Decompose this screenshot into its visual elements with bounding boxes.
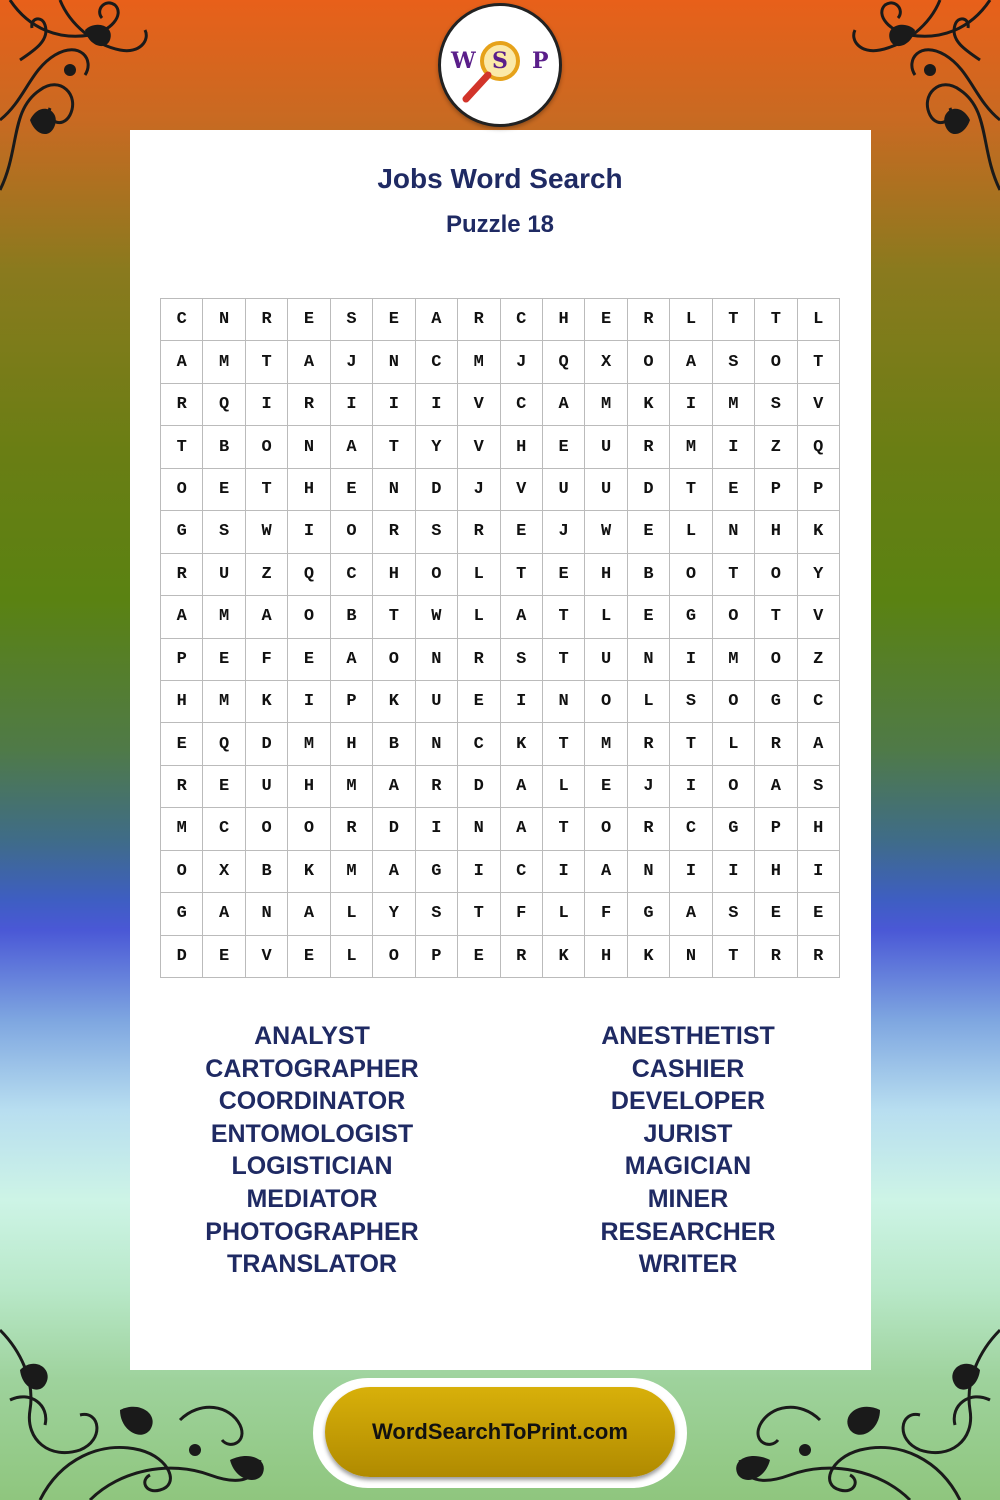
grid-cell[interactable]: N [416,639,458,681]
grid-cell[interactable]: C [670,808,712,850]
grid-cell[interactable]: I [416,384,458,426]
grid-cell[interactable]: T [713,554,755,596]
grid-cell[interactable]: E [458,681,500,723]
grid-cell[interactable]: L [458,596,500,638]
word-list-item: CARTOGRAPHER [205,1054,419,1083]
grid-cell[interactable]: I [670,766,712,808]
grid-cell[interactable]: H [585,554,627,596]
grid-cell[interactable]: G [628,893,670,935]
grid-cell[interactable]: S [416,893,458,935]
grid-cell[interactable]: U [203,554,245,596]
grid-cell[interactable]: Y [373,893,415,935]
grid-cell[interactable]: R [161,384,203,426]
grid-cell[interactable]: E [161,723,203,765]
grid-cell[interactable]: A [161,596,203,638]
grid-cell[interactable]: H [331,723,373,765]
word-list-item: ENTOMOLOGIST [210,1119,414,1148]
grid-cell[interactable]: R [288,384,330,426]
wsp-logo[interactable] [438,3,562,127]
grid-cell[interactable]: Z [798,639,840,681]
grid-cell[interactable]: H [755,511,797,553]
grid-cell[interactable]: L [458,554,500,596]
grid-cell[interactable]: M [203,681,245,723]
grid-cell[interactable]: A [501,808,543,850]
grid-cell[interactable]: E [203,639,245,681]
grid-cell[interactable]: U [543,469,585,511]
grid-cell[interactable]: R [755,723,797,765]
grid-cell[interactable]: I [713,426,755,468]
grid-cell[interactable]: T [373,426,415,468]
word-list-right [508,1020,868,1281]
grid-cell[interactable]: T [543,596,585,638]
grid-cell[interactable]: E [585,766,627,808]
grid-cell[interactable]: O [713,681,755,723]
grid-cell[interactable]: B [373,723,415,765]
grid-cell[interactable]: I [416,808,458,850]
grid-cell[interactable]: H [373,554,415,596]
grid-cell[interactable]: E [203,469,245,511]
grid-cell[interactable]: D [246,723,288,765]
grid-cell[interactable]: K [628,936,670,978]
grid-cell[interactable]: S [670,681,712,723]
word-list-item: MEDIATOR [246,1184,378,1213]
grid-cell[interactable]: P [755,808,797,850]
grid-cell[interactable]: A [501,766,543,808]
grid-cell[interactable]: I [670,639,712,681]
word-list-item: PHOTOGRAPHER [205,1217,419,1246]
word-list-item: COORDINATOR [218,1087,406,1116]
grid-cell[interactable]: A [288,893,330,935]
grid-cell[interactable]: T [755,596,797,638]
grid-cell[interactable]: Q [798,426,840,468]
grid-cell[interactable]: R [628,426,670,468]
grid-cell[interactable]: N [373,469,415,511]
grid-cell[interactable]: A [798,723,840,765]
grid-cell[interactable]: L [628,681,670,723]
grid-cell[interactable]: M [585,723,627,765]
grid-cell[interactable]: E [203,766,245,808]
grid-cell[interactable]: X [203,851,245,893]
grid-cell[interactable]: D [628,469,670,511]
word-list-item: MINER [647,1184,729,1213]
grid-cell[interactable]: P [161,639,203,681]
grid-cell[interactable]: E [458,936,500,978]
grid-cell[interactable]: L [670,299,712,341]
grid-cell[interactable]: S [755,384,797,426]
word-list-item: RESEARCHER [600,1217,776,1246]
grid-cell[interactable]: T [670,723,712,765]
grid-cell[interactable]: N [628,851,670,893]
grid-cell[interactable]: N [628,639,670,681]
grid-cell[interactable]: A [670,341,712,383]
grid-cell[interactable]: M [713,384,755,426]
grid-cell[interactable]: V [458,426,500,468]
grid-cell[interactable]: N [458,808,500,850]
grid-cell[interactable]: T [670,469,712,511]
grid-cell[interactable]: H [585,936,627,978]
grid-cell[interactable]: R [246,299,288,341]
grid-cell[interactable]: G [416,851,458,893]
grid-cell[interactable]: H [161,681,203,723]
grid-cell[interactable]: E [585,299,627,341]
word-list-item: TRANSLATOR [227,1250,397,1279]
grid-cell[interactable]: S [798,766,840,808]
grid-cell[interactable]: V [501,469,543,511]
grid-cell[interactable]: A [288,341,330,383]
grid-cell[interactable]: E [543,426,585,468]
grid-cell[interactable]: B [628,554,670,596]
logo-letter-s: S [492,48,508,74]
grid-cell[interactable]: N [373,341,415,383]
word-list-left [132,1020,492,1281]
grid-cell[interactable]: N [416,723,458,765]
grid-cell[interactable]: W [585,511,627,553]
grid-cell[interactable]: N [288,426,330,468]
grid-cell[interactable]: H [543,299,585,341]
grid-cell[interactable]: Q [288,554,330,596]
grid-cell[interactable]: V [458,384,500,426]
word-list-item: ANALYST [254,1022,370,1050]
grid-cell[interactable]: Y [798,554,840,596]
grid-cell[interactable]: M [458,341,500,383]
grid-cell[interactable]: T [543,639,585,681]
word-list-item: ANESTHETIST [601,1022,775,1050]
grid-cell[interactable]: P [416,936,458,978]
grid-cell[interactable]: U [585,639,627,681]
grid-cell[interactable]: K [373,681,415,723]
grid-cell[interactable]: J [628,766,670,808]
grid-cell[interactable]: S [331,299,373,341]
grid-cell[interactable]: C [798,681,840,723]
grid-cell[interactable]: L [670,511,712,553]
grid-cell[interactable]: T [161,426,203,468]
grid-cell[interactable]: M [203,341,245,383]
grid-cell[interactable]: R [161,554,203,596]
grid-cell[interactable]: C [458,723,500,765]
grid-cell[interactable]: O [246,808,288,850]
grid-cell[interactable]: I [288,681,330,723]
grid-cell[interactable]: I [670,851,712,893]
grid-cell[interactable]: G [755,681,797,723]
grid-cell[interactable]: G [670,596,712,638]
grid-cell[interactable]: S [713,341,755,383]
grid-cell[interactable]: H [798,808,840,850]
grid-cell[interactable]: L [798,299,840,341]
grid-cell[interactable]: T [713,936,755,978]
grid-cell[interactable]: T [798,341,840,383]
grid-cell[interactable]: E [628,596,670,638]
grid-cell[interactable]: A [501,596,543,638]
grid-cell[interactable]: D [373,808,415,850]
grid-cell[interactable]: J [458,469,500,511]
grid-cell[interactable]: O [288,596,330,638]
grid-cell[interactable]: W [416,596,458,638]
grid-cell[interactable]: A [161,341,203,383]
grid-cell[interactable]: A [755,766,797,808]
grid-cell[interactable]: T [501,554,543,596]
letter-grid [160,298,840,978]
word-list-item: CASHIER [631,1054,745,1083]
grid-cell[interactable]: E [755,893,797,935]
grid-cell[interactable]: U [246,766,288,808]
grid-cell[interactable]: M [585,384,627,426]
grid-cell[interactable]: L [713,723,755,765]
grid-cell[interactable]: C [501,851,543,893]
grid-cell[interactable]: G [161,511,203,553]
grid-cell[interactable]: K [246,681,288,723]
grid-cell[interactable]: O [628,341,670,383]
grid-cell[interactable]: O [246,426,288,468]
grid-cell[interactable]: E [628,511,670,553]
grid-cell[interactable]: Z [755,426,797,468]
grid-cell[interactable]: T [713,299,755,341]
grid-cell[interactable]: L [331,893,373,935]
corner-flourish-bottom-left [0,1310,320,1500]
grid-cell[interactable]: T [755,299,797,341]
grid-cell[interactable]: H [755,851,797,893]
grid-cell[interactable]: E [373,299,415,341]
grid-cell[interactable]: M [161,808,203,850]
word-list-item: LOGISTICIAN [231,1152,393,1181]
grid-cell[interactable]: L [543,766,585,808]
grid-cell[interactable]: O [288,808,330,850]
grid-cell[interactable]: M [670,426,712,468]
grid-cell[interactable]: E [501,511,543,553]
grid-cell[interactable]: A [373,766,415,808]
grid-cell[interactable]: Q [203,723,245,765]
grid-cell[interactable]: O [713,596,755,638]
grid-cell[interactable]: A [543,384,585,426]
word-list-item: WRITER [638,1250,738,1279]
grid-cell[interactable]: Q [203,384,245,426]
grid-cell[interactable]: O [416,554,458,596]
grid-cell[interactable]: R [331,808,373,850]
grid-cell[interactable]: I [331,384,373,426]
grid-cell[interactable]: Z [246,554,288,596]
grid-cell[interactable]: E [331,469,373,511]
grid-cell[interactable]: L [585,596,627,638]
grid-cell[interactable]: R [755,936,797,978]
grid-cell[interactable]: N [543,681,585,723]
grid-cell[interactable]: O [670,554,712,596]
grid-cell[interactable]: J [501,341,543,383]
grid-cell[interactable]: D [161,936,203,978]
logo-letter-w: W [451,48,476,74]
word-list-item: JURIST [643,1119,733,1148]
grid-cell[interactable]: G [713,808,755,850]
grid-cell[interactable]: U [585,426,627,468]
grid-cell[interactable]: J [543,511,585,553]
grid-cell[interactable]: I [501,681,543,723]
grid-cell[interactable]: R [628,299,670,341]
grid-cell[interactable]: B [203,426,245,468]
grid-cell[interactable]: C [203,808,245,850]
grid-cell[interactable]: C [161,299,203,341]
grid-cell[interactable]: O [585,808,627,850]
grid-cell[interactable]: V [798,384,840,426]
grid-cell[interactable]: M [288,723,330,765]
grid-cell[interactable]: D [416,469,458,511]
grid-cell[interactable]: M [713,639,755,681]
grid-cell[interactable]: P [798,469,840,511]
grid-cell[interactable]: C [501,299,543,341]
grid-cell[interactable]: O [585,681,627,723]
grid-cell[interactable]: T [543,808,585,850]
grid-cell[interactable]: T [458,893,500,935]
grid-cell[interactable]: E [798,893,840,935]
grid-cell[interactable]: I [543,851,585,893]
grid-cell[interactable]: E [203,936,245,978]
grid-cell[interactable]: K [543,936,585,978]
grid-cell[interactable]: O [373,936,415,978]
grid-cell[interactable]: E [288,639,330,681]
grid-cell[interactable]: K [628,384,670,426]
grid-cell[interactable]: O [373,639,415,681]
grid-cell[interactable]: A [416,299,458,341]
grid-cell[interactable]: J [331,341,373,383]
puzzle-title: Jobs Word Search [377,163,623,194]
grid-cell[interactable]: I [670,384,712,426]
grid-cell[interactable]: A [331,426,373,468]
grid-cell[interactable]: B [331,596,373,638]
grid-cell[interactable]: A [670,893,712,935]
grid-cell[interactable]: E [543,554,585,596]
puzzle-subtitle: Puzzle 18 [445,211,555,238]
grid-cell[interactable]: S [713,893,755,935]
grid-cell[interactable]: O [161,851,203,893]
grid-cell[interactable]: A [203,893,245,935]
grid-cell[interactable]: S [416,511,458,553]
word-list-item: MAGICIAN [624,1152,752,1181]
grid-cell[interactable]: R [416,766,458,808]
grid-cell[interactable]: O [755,341,797,383]
grid-cell[interactable]: O [331,511,373,553]
grid-cell[interactable]: V [798,596,840,638]
grid-cell[interactable]: D [458,766,500,808]
grid-cell[interactable]: E [713,469,755,511]
grid-cell[interactable]: R [373,511,415,553]
grid-cell[interactable]: T [246,341,288,383]
grid-cell[interactable]: P [755,469,797,511]
grid-cell[interactable]: S [203,511,245,553]
grid-cell[interactable]: L [543,893,585,935]
grid-cell[interactable]: A [331,639,373,681]
grid-cell[interactable]: T [543,723,585,765]
grid-cell[interactable]: I [458,851,500,893]
grid-cell[interactable]: G [161,893,203,935]
grid-cell[interactable]: N [203,299,245,341]
grid-cell[interactable]: K [288,851,330,893]
grid-cell[interactable]: K [798,511,840,553]
grid-cell[interactable]: H [288,766,330,808]
grid-cell[interactable]: R [798,936,840,978]
grid-cell[interactable]: I [713,851,755,893]
grid-cell[interactable]: I [288,511,330,553]
grid-cell[interactable]: M [203,596,245,638]
grid-cell[interactable]: I [246,384,288,426]
grid-cell[interactable]: R [161,766,203,808]
grid-cell[interactable]: S [501,639,543,681]
grid-cell[interactable]: C [331,554,373,596]
grid-cell[interactable]: H [501,426,543,468]
grid-cell[interactable]: R [628,723,670,765]
grid-cell[interactable]: V [246,936,288,978]
grid-cell[interactable]: N [246,893,288,935]
grid-cell[interactable]: O [713,766,755,808]
grid-cell[interactable]: F [501,893,543,935]
grid-cell[interactable]: E [288,936,330,978]
grid-cell[interactable]: P [331,681,373,723]
corner-flourish-bottom-right [680,1310,1000,1500]
grid-cell[interactable]: L [331,936,373,978]
grid-cell[interactable]: T [373,596,415,638]
grid-cell[interactable]: I [373,384,415,426]
grid-cell[interactable]: A [585,851,627,893]
site-link-button[interactable]: WordSearchToPrint.com [325,1387,675,1477]
grid-cell[interactable]: F [246,639,288,681]
grid-cell[interactable]: H [288,469,330,511]
grid-cell[interactable]: R [501,936,543,978]
grid-cell[interactable]: O [755,639,797,681]
grid-cell[interactable]: M [331,766,373,808]
grid-cell[interactable]: R [458,639,500,681]
grid-cell[interactable]: F [585,893,627,935]
grid-cell[interactable]: T [246,469,288,511]
grid-cell[interactable]: R [458,299,500,341]
grid-cell[interactable]: B [246,851,288,893]
grid-cell[interactable]: C [416,341,458,383]
grid-cell[interactable]: Q [543,341,585,383]
grid-cell[interactable]: O [161,469,203,511]
grid-cell[interactable]: W [246,511,288,553]
grid-cell[interactable]: R [628,808,670,850]
grid-cell[interactable]: Y [416,426,458,468]
grid-cell[interactable]: N [713,511,755,553]
grid-cell[interactable]: A [246,596,288,638]
grid-cell[interactable]: U [585,469,627,511]
grid-cell[interactable]: C [501,384,543,426]
grid-cell[interactable]: M [331,851,373,893]
grid-cell[interactable]: E [288,299,330,341]
grid-cell[interactable]: X [585,341,627,383]
logo-letter-p: P [532,48,549,74]
grid-cell[interactable]: K [501,723,543,765]
grid-cell[interactable]: O [755,554,797,596]
grid-cell[interactable]: N [670,936,712,978]
word-list-item: DEVELOPER [610,1087,766,1116]
grid-cell[interactable]: A [373,851,415,893]
grid-cell[interactable]: U [416,681,458,723]
grid-cell[interactable]: R [458,511,500,553]
grid-cell[interactable]: I [798,851,840,893]
